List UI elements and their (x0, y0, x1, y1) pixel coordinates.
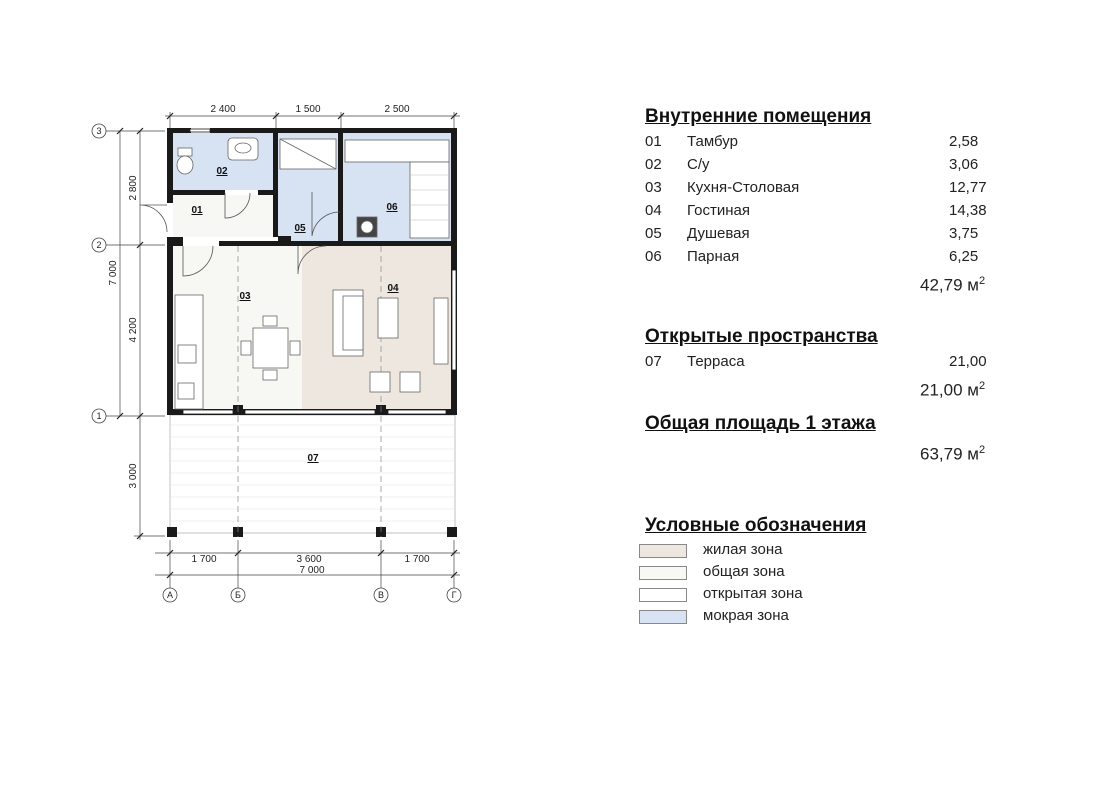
window-south-mid (245, 410, 375, 414)
zone-terrace (170, 415, 455, 533)
room-label-06: 06 (386, 202, 398, 213)
room-name: Гостиная (687, 202, 750, 219)
room-num: 06 (645, 248, 662, 265)
window-north-wc (190, 129, 210, 132)
dim-left-total: 7 000 (108, 260, 119, 286)
legend-swatch (639, 588, 687, 602)
legend-swatch (639, 544, 687, 558)
room-label-04: 04 (387, 283, 399, 294)
tv-unit-icon (434, 298, 448, 364)
dim-top-2: 1 500 (295, 104, 321, 115)
dim-left-1: 2 800 (128, 175, 139, 201)
room-name: Парная (687, 248, 740, 265)
room-name: Тамбур (687, 133, 738, 150)
interior-total-value: 42,79 м (920, 275, 979, 295)
post (447, 527, 457, 537)
wall-shower-bottom (278, 236, 291, 241)
dim-bottom-2: 3 600 (296, 554, 322, 565)
interior-list (645, 130, 1065, 268)
open-total-unit: 2 (978, 380, 986, 392)
schedule-panel (645, 104, 1065, 627)
wall-mid-left (173, 237, 183, 246)
legend-label: мокрая зона (703, 607, 789, 624)
wall-mid (219, 241, 457, 246)
sink-kitchen-icon (178, 383, 194, 399)
room-num: 02 (645, 156, 662, 173)
room-area: 6,25 (949, 248, 979, 265)
dim-top-1: 2 400 (210, 104, 236, 115)
room-label-01: 01 (191, 205, 203, 216)
room-num: 05 (645, 225, 662, 242)
legend-item (645, 539, 1065, 561)
legend-item (645, 561, 1065, 583)
sauna-bench-icon (345, 140, 449, 162)
wall-shower-east (338, 133, 343, 241)
open-spaces-title: Открытые пространства (645, 326, 878, 347)
room-name: Терраса (687, 353, 745, 370)
wall-wc-bottom2 (258, 190, 273, 195)
window-east (452, 270, 456, 370)
dim-left-3: 3 000 (128, 463, 139, 489)
room-num: 03 (645, 179, 662, 196)
room-area: 21,00 (949, 353, 987, 370)
wall-wc-east (273, 133, 278, 237)
armchair-icon (370, 372, 390, 392)
axis-row-1: 1 (96, 411, 102, 421)
open-total-value: 21,00 м (920, 380, 979, 400)
zone-vestibule (173, 195, 273, 237)
floor-total (645, 437, 1065, 463)
window-south-right (388, 410, 446, 414)
room-label-07: 07 (307, 453, 319, 464)
chair-icon (290, 341, 300, 355)
legend-item (645, 583, 1065, 605)
room-row (645, 350, 1065, 373)
armchair-icon (400, 372, 420, 392)
legend (645, 539, 1065, 627)
room-area: 12,77 (949, 179, 987, 196)
floor-total-value: 63,79 м (920, 444, 979, 464)
room-row (645, 245, 1065, 268)
axis-col-g: Г (451, 590, 457, 600)
window-south-left (183, 410, 233, 414)
room-row (645, 176, 1065, 199)
room-row (645, 153, 1065, 176)
dim-top-3: 2 500 (384, 104, 410, 115)
cooktop-icon (178, 345, 196, 363)
open-spaces-total (645, 373, 1065, 399)
chair-icon (263, 316, 277, 326)
room-area: 3,06 (949, 156, 979, 173)
axis-row-3: 3 (96, 126, 102, 136)
room-row (645, 130, 1065, 153)
entry-door-icon (140, 205, 167, 232)
chair-icon (241, 341, 251, 355)
legend-label: жилая зона (703, 541, 783, 558)
interior-total (645, 268, 1065, 294)
floor-total-unit: 2 (978, 444, 986, 456)
axis-col-v: В (377, 590, 385, 600)
dining-table-icon (253, 328, 288, 368)
dim-bottom-3: 1 700 (404, 554, 430, 565)
room-label-02: 02 (216, 166, 228, 177)
interior-title: Внутренние помещения (645, 106, 872, 127)
room-num: 01 (645, 133, 662, 150)
post (167, 527, 177, 537)
room-label-05: 05 (294, 223, 306, 234)
room-num: 04 (645, 202, 662, 219)
floor-total-title: Общая площадь 1 этажа (645, 413, 876, 434)
axis-col-a: А (166, 590, 174, 600)
room-area: 14,38 (949, 202, 987, 219)
legend-swatch (639, 566, 687, 580)
legend-title: Условные обозначения (645, 515, 867, 536)
chair-icon (263, 370, 277, 380)
wall-north-right (210, 128, 457, 133)
axis-row-2: 2 (96, 240, 102, 250)
room-row (645, 199, 1065, 222)
dim-bottom-1: 1 700 (191, 554, 217, 565)
wall-west-bottom (167, 237, 173, 415)
legend-label: общая зона (703, 563, 785, 580)
room-name: Душевая (687, 225, 750, 242)
room-name: С/у (687, 156, 710, 173)
room-name: Кухня-Столовая (687, 179, 800, 196)
legend-item (645, 605, 1065, 627)
legend-swatch (639, 610, 687, 624)
wall-wc-bottom (173, 190, 225, 195)
room-num: 07 (645, 353, 662, 370)
axis-col-b: Б (235, 590, 241, 600)
room-row (645, 222, 1065, 245)
dim-bottom-total: 7 000 (299, 565, 325, 576)
interior-total-unit: 2 (978, 275, 986, 287)
dim-left-2: 4 200 (128, 317, 139, 343)
toilet-icon (178, 148, 192, 156)
wall-west-top (167, 128, 173, 203)
room-label-03: 03 (239, 291, 251, 302)
sauna-bench-icon (410, 162, 449, 238)
coffee-table-icon (378, 298, 398, 338)
legend-label: открытая зона (703, 585, 803, 602)
room-area: 3,75 (949, 225, 979, 242)
room-area: 2,58 (949, 133, 979, 150)
